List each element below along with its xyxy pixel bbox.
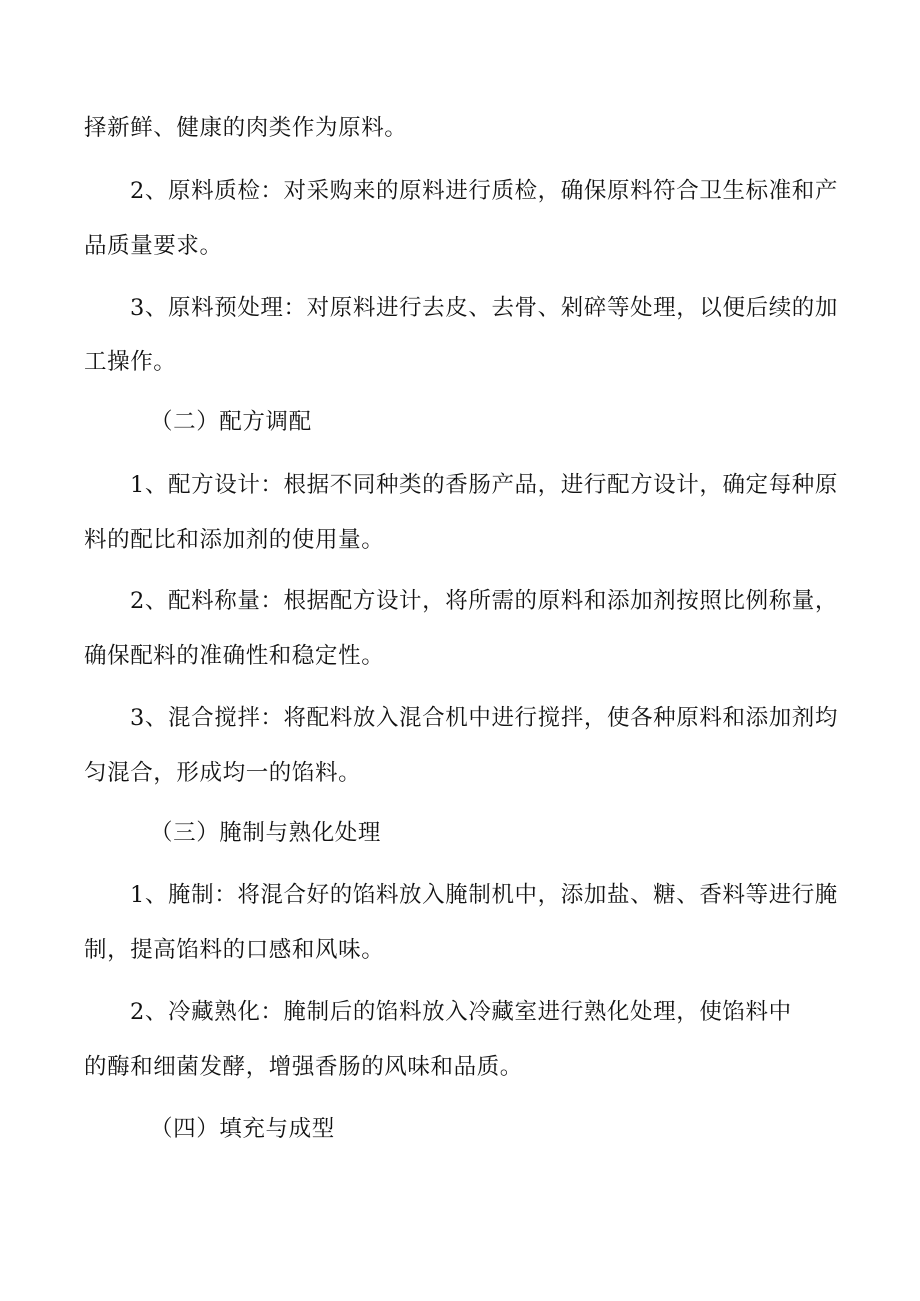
paragraph-line: 品质量要求。	[84, 233, 223, 259]
paragraph-line: 的酶和细菌发酵，增强香肠的风味和品质。	[84, 1054, 523, 1080]
paragraph-line: 1、配方设计：根据不同种类的香肠产品，进行配方设计，确定每种原	[130, 472, 838, 498]
paragraph-line: 3、混合搅拌：将配料放入混合机中进行搅拌，使各种原料和添加剂均	[130, 705, 838, 731]
section-heading: （四）填充与成型	[150, 1116, 335, 1142]
paragraph-line: 料的配比和添加剂的使用量。	[84, 527, 385, 553]
paragraph-line: 2、原料质检：对采购来的原料进行质检，确保原料符合卫生标准和产	[130, 178, 838, 204]
section-heading: （二）配方调配	[150, 409, 312, 435]
paragraph-line: 2、配料称量：根据配方设计，将所需的原料和添加剂按照比例称量，	[130, 588, 838, 614]
paragraph-line: 2、冷藏熟化：腌制后的馅料放入冷藏室进行熟化处理，使馅料中	[130, 999, 792, 1025]
paragraph-line: 制，提高馅料的口感和风味。	[84, 937, 385, 963]
paragraph-line: 确保配料的准确性和稳定性。	[84, 643, 385, 669]
paragraph-line: 工操作。	[84, 349, 177, 375]
paragraph-line: 3、原料预处理：对原料进行去皮、去骨、剁碎等处理，以便后续的加	[130, 295, 838, 321]
paragraph-line: 择新鲜、健康的肉类作为原料。	[84, 115, 408, 141]
paragraph-line: 匀混合，形成均一的馅料。	[84, 760, 362, 786]
paragraph-line: 1、腌制：将混合好的馅料放入腌制机中，添加盐、糖、香料等进行腌	[130, 882, 838, 908]
section-heading: （三）腌制与熟化处理	[150, 820, 382, 846]
